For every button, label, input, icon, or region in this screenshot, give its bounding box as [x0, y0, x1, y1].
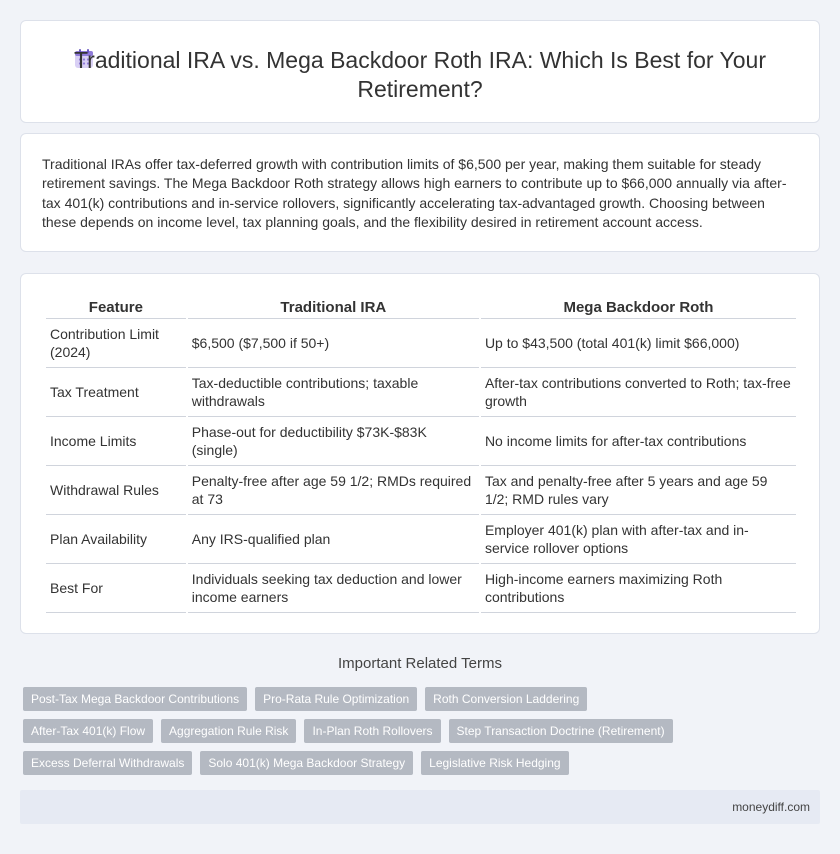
related-term-tag[interactable]: Post-Tax Mega Backdoor Contributions	[23, 687, 247, 711]
table-row	[46, 319, 796, 368]
traditional-cell: Any IRS-qualified plan	[188, 515, 479, 564]
header-feature: Feature	[46, 297, 186, 319]
feature-cell: Withdrawal Rules	[46, 466, 186, 515]
comparison-table	[44, 297, 798, 613]
related-term-tag[interactable]: After-Tax 401(k) Flow	[23, 719, 153, 743]
page-title: Traditional IRA vs. Mega Backdoor Roth IRA: Which Is Best for Your Retirement?	[73, 47, 766, 102]
traditional-cell: Individuals seeking tax deduction and lower income earners	[188, 564, 479, 613]
related-term-tag[interactable]: Roth Conversion Laddering	[425, 687, 587, 711]
traditional-cell: Tax-deductible contributions; taxable withdrawals	[188, 368, 479, 417]
related-term-tag[interactable]: Pro-Rata Rule Optimization	[255, 687, 417, 711]
comparison-card	[20, 273, 820, 634]
traditional-cell: Phase-out for deductibility $73K-$83K (single)	[188, 417, 479, 466]
traditional-cell: $6,500 ($7,500 if 50+)	[188, 319, 479, 368]
mega-backdoor-cell: High-income earners maximizing Roth contributions	[481, 564, 796, 613]
feature-cell: Plan Availability	[46, 515, 186, 564]
related-term-tag[interactable]: Step Transaction Doctrine (Retirement)	[449, 719, 673, 743]
table-row	[46, 564, 796, 613]
mega-backdoor-cell: Employer 401(k) plan with after-tax and in-service rollover options	[481, 515, 796, 564]
title-card	[20, 20, 820, 123]
feature-cell: Tax Treatment	[46, 368, 186, 417]
traditional-cell: Penalty-free after age 59 1/2; RMDs required at 73	[188, 466, 479, 515]
header-mega-backdoor-roth: Mega Backdoor Roth	[481, 297, 796, 319]
related-term-tag[interactable]: Legislative Risk Hedging	[421, 751, 568, 775]
intro-card	[20, 133, 820, 252]
footer	[20, 790, 820, 824]
intro-paragraph: Traditional IRAs offer tax-deferred growth with contribution limits of $6,500 per year, making them suitable for steady retirement savings. The Mega Backdoor Roth strategy allows high earners to contribute up to $66,000 annually via after-tax 401(k) contributions and in-service rollovers, significantly accelerating tax-advantaged growth. Choosing between these depends on income level, tax planning goals, and the flexibility desired in retirement account access.	[42, 156, 787, 231]
related-terms-heading: Important Related Terms	[338, 655, 502, 672]
related-term-tag[interactable]: Solo 401(k) Mega Backdoor Strategy	[200, 751, 413, 775]
mega-backdoor-cell: No income limits for after-tax contributions	[481, 417, 796, 466]
table-header-row	[46, 297, 796, 319]
feature-cell: Contribution Limit (2024)	[46, 319, 186, 368]
table-row	[46, 515, 796, 564]
table-row	[46, 368, 796, 417]
related-term-tag[interactable]: In-Plan Roth Rollovers	[304, 719, 440, 743]
table-row	[46, 417, 796, 466]
feature-cell: Best For	[46, 564, 186, 613]
mega-backdoor-cell: Tax and penalty-free after 5 years and age 59 1/2; RMD rules vary	[481, 466, 796, 515]
mega-backdoor-cell: Up to $43,500 (total 401(k) limit $66,000)	[481, 319, 796, 368]
mega-backdoor-cell: After-tax contributions converted to Roth; tax-free growth	[481, 368, 796, 417]
related-term-tag[interactable]: Excess Deferral Withdrawals	[23, 751, 192, 775]
related-terms-list	[23, 687, 723, 775]
table-row	[46, 466, 796, 515]
header-traditional-ira: Traditional IRA	[188, 297, 479, 319]
footer-site-link[interactable]: moneydiff.com	[732, 800, 810, 814]
related-term-tag[interactable]: Aggregation Rule Risk	[161, 719, 296, 743]
feature-cell: Income Limits	[46, 417, 186, 466]
